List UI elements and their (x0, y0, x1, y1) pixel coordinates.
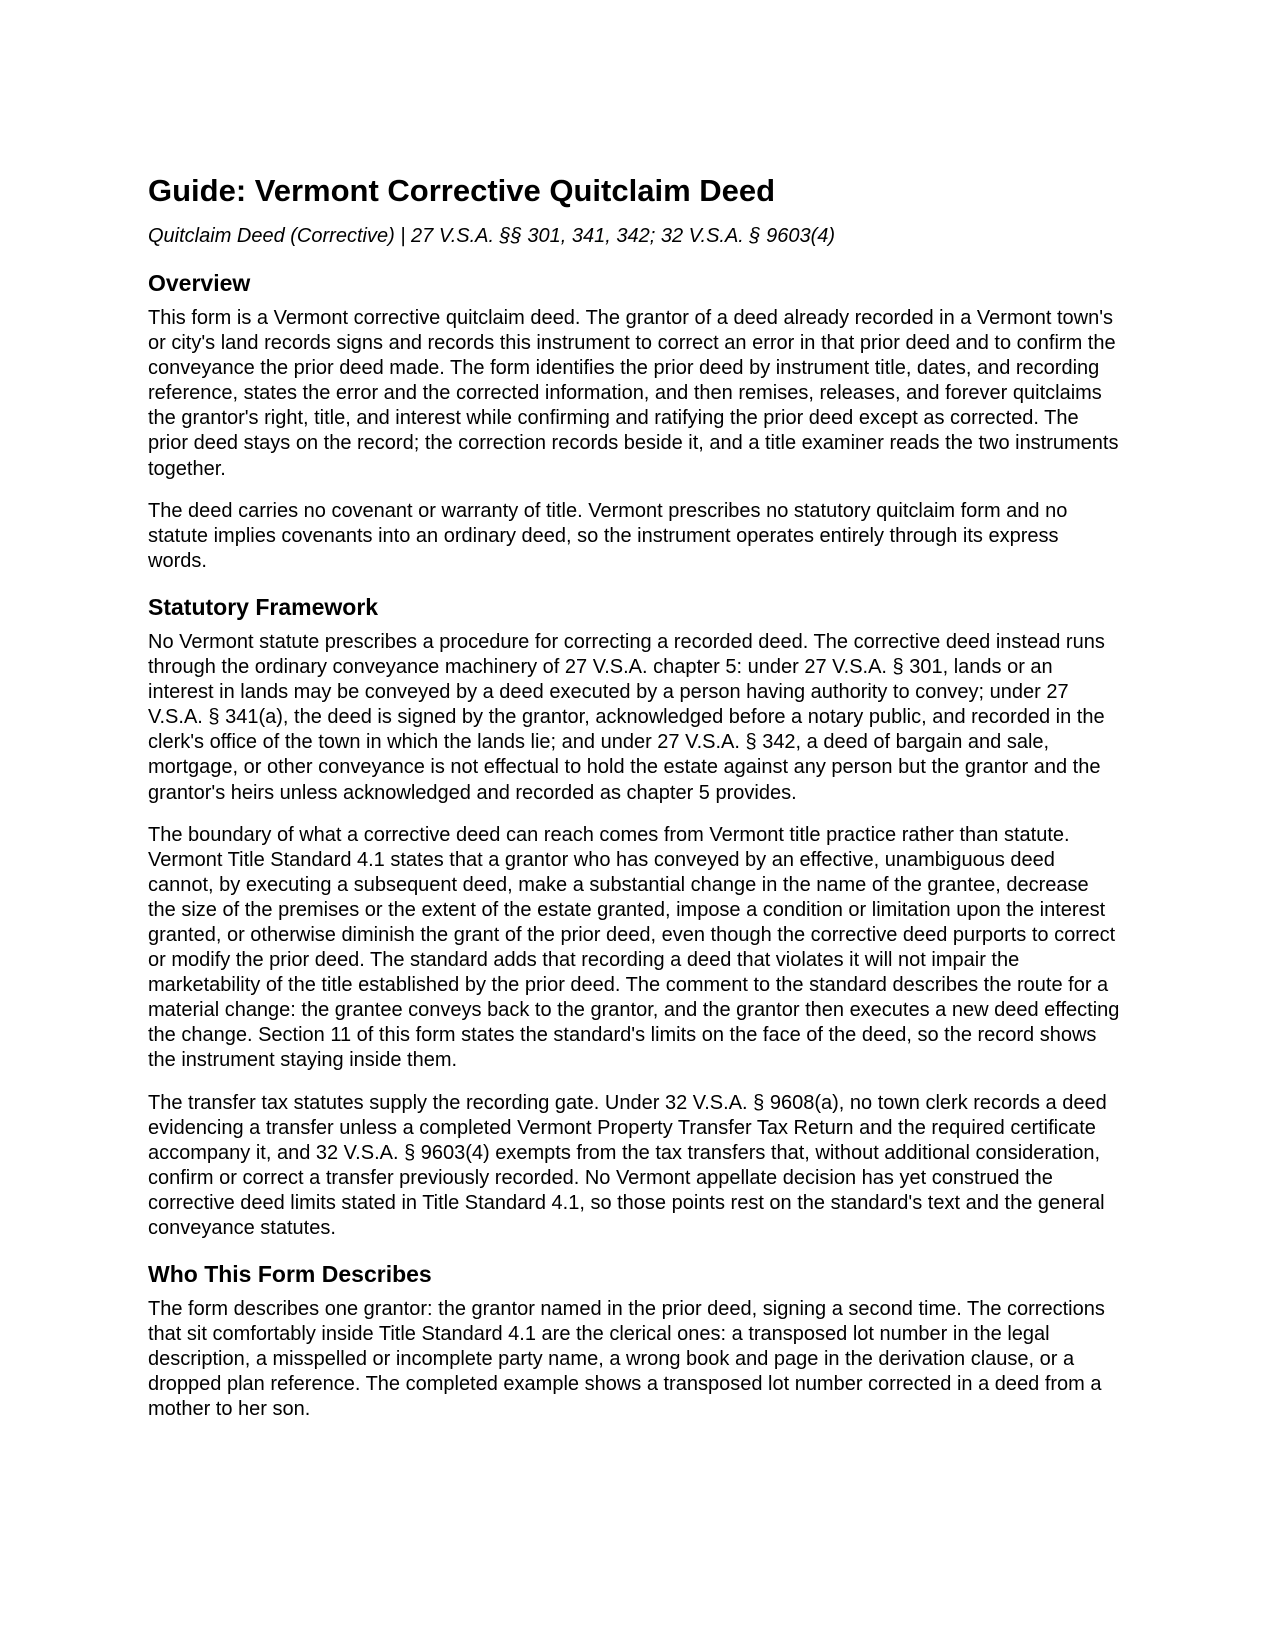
framework-paragraph-2: The boundary of what a corrective deed can reach comes from Vermont title practice rather than statute. Vermont Title Standard 4.1 states that a grantor who has conveyed by an effective, unambiguous deed cannot, by executing a subsequent deed, make a substantial change in the name of the grantee, decrease the size of the premises or the extent of the estate granted, impose a condition or limitation upon the interest granted, or otherwise diminish the grant of the prior deed, even though the corrective deed purports to correct or modify the prior deed. The standard adds that recording a deed that violates it will not impair the marketability of the title established by the prior deed. The comment to the standard describes the route for a material change: the grantee conveys back to the grantor, and the grantor then executes a new deed effecting the change. Section 11 of this form states the standard's limits on the face of the deed, so the record shows the instrument staying inside them. (148, 823, 1120, 1072)
section-heading-overview: Overview (148, 270, 251, 296)
overview-paragraph-1: This form is a Vermont corrective quitclaim deed. The grantor of a deed already recorded in a Vermont town's or city's land records signs and records this instrument to correct an error in that prior deed and to confirm the conveyance the prior deed made. The form identifies the prior deed by instrument title, dates, and recording reference, states the error and the corrected information, and then remises, releases, and forever quitclaims the grantor's right, title, and interest while confirming and ratifying the prior deed except as corrected. The prior deed stays on the record; the correction records beside it, and a title examiner reads the two instruments together. (148, 307, 1119, 480)
framework-paragraph-1: No Vermont statute prescribes a procedure for correcting a recorded deed. The corrective deed instead runs through the ordinary conveyance machinery of 27 V.S.A. chapter 5: under 27 V.S.A. § 301, lands or an interest in lands may be conveyed by a deed executed by a person having authority to convey; under 27 V.S.A. § 341(a), the deed is signed by the grantor, acknowledged before a notary public, and recorded in the clerk's office of the town in which the lands lie; and under 27 V.S.A. § 342, a deed of bargain and sale, mortgage, or other conveyance is not effectual to hold the estate against any person but the grantor and the grantor's heirs unless acknowledged and recorded as chapter 5 provides. (148, 630, 1105, 804)
overview-paragraph-2: The deed carries no covenant or warranty of title. Vermont prescribes no statutory quitclaim form and no statute implies covenants into an ordinary deed, so the instrument operates entirely through its express words. (148, 499, 1068, 572)
framework-paragraph-3: The transfer tax statutes supply the recording gate. Under 32 V.S.A. § 9608(a), no town clerk records a deed evidencing a transfer unless a completed Vermont Property Transfer Tax Return and the required certificate accompany it, and 32 V.S.A. § 9603(4) exempts from the tax transfers that, without additional consideration, confirm or correct a transfer previously recorded. No Vermont appellate decision has yet construed the corrective deed limits stated in Title Standard 4.1, so those points rest on the standard's text and the general conveyance statutes. (148, 1091, 1107, 1239)
page-subtitle: Quitclaim Deed (Corrective) | 27 V.S.A. §§ 301, 341, 342; 32 V.S.A. § 9603(4) (148, 225, 836, 247)
section-heading-statutory-framework: Statutory Framework (148, 593, 379, 620)
document-page (148, 172, 1120, 1423)
who-paragraph-1: The form describes one grantor: the grantor named in the prior deed, signing a second time. The corrections that sit comfortably inside Title Standard 4.1 are the clerical ones: a transposed lot number in the legal description, a misspelled or incomplete party name, a wrong book and page in the derivation clause, or a dropped plan reference. The completed example shows a transposed lot number corrected in a deed from a mother to her son. (148, 1298, 1105, 1421)
section-heading-who-this-form-describes: Who This Form Describes (148, 1261, 432, 1288)
page-title: Guide: Vermont Corrective Quitclaim Deed (148, 173, 776, 208)
